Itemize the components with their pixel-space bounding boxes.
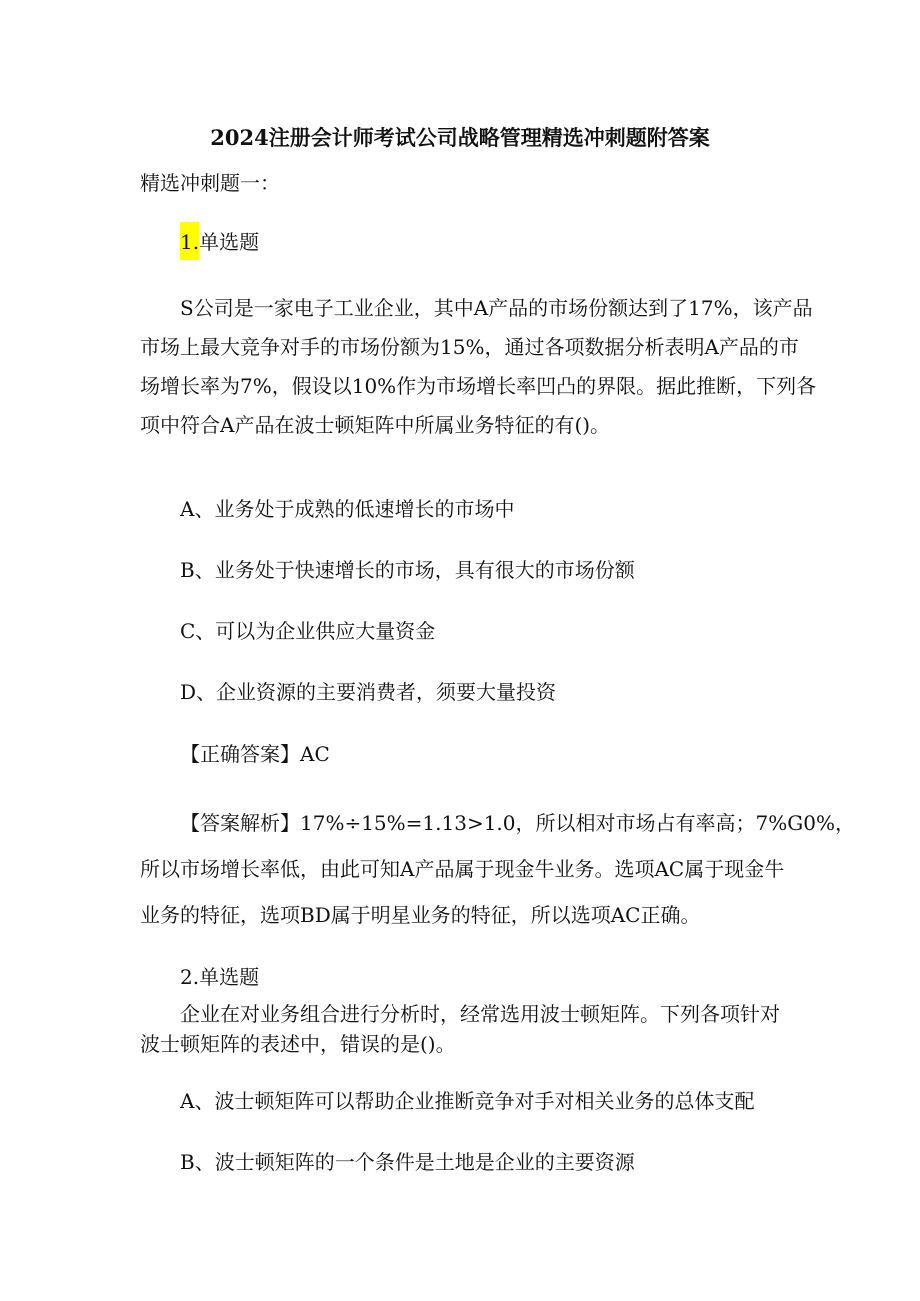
question-1-type: 单选题 xyxy=(199,230,260,254)
question-1-option-d: D、企业资源的主要消费者，须要大量投资 xyxy=(180,680,557,704)
question-2-option-b: B、波士顿矩阵的一个条件是土地是企业的主要资源 xyxy=(180,1150,635,1174)
question-1-stem-line: 市场上最大竞争对手的市场份额为15%，通过各项数据分析表明A产品的市 xyxy=(140,335,799,359)
question-1-stem-line: 项中符合A产品在波士顿矩阵中所属业务特征的有()。 xyxy=(140,413,611,437)
question-1-answer: 【正确答案】AC xyxy=(180,742,330,766)
question-1-option-c: C、可以为企业供应大量资金 xyxy=(180,619,436,643)
question-2-heading: 2.单选题 xyxy=(180,965,260,989)
question-1-stem-line: 场增长率为7%，假设以10%作为市场增长率凹凸的界限。据此推断，下列各 xyxy=(140,374,817,398)
question-2-stem xyxy=(140,999,790,1059)
question-1-analysis-line: 业务的特征，选项BD属于明星业务的特征，所以选项AC正确。 xyxy=(140,903,701,927)
question-1-analysis-line: 【答案解析】17%÷15%=1.13>1.0，所以相对市场占有率高；7%G0%， xyxy=(180,811,855,835)
section-heading: 精选冲刺题一： xyxy=(140,171,280,195)
question-1-analysis-line: 所以市场增长率低，由此可知A产品属于现金牛业务。选项AC属于现金牛 xyxy=(140,857,785,881)
question-2-stem-line: 企业在对业务组合进行分析时，经常选用波士顿矩阵。下列各项针对 xyxy=(180,1002,780,1026)
question-1-stem xyxy=(140,289,817,445)
question-1-heading xyxy=(180,229,259,255)
question-2-option-a: A、波士顿矩阵可以帮助企业推断竞争对手对相关业务的总体支配 xyxy=(180,1089,755,1113)
question-1-number-highlight: 1. xyxy=(180,222,199,260)
question-1-option-b: B、业务处于快速增长的市场，具有很大的市场份额 xyxy=(180,558,635,582)
question-1-stem-line: S公司是一家电子工业企业，其中A产品的市场份额达到了17%，该产品 xyxy=(180,296,813,320)
document-title: 2024注册会计师考试公司战略管理精选冲刺题附答案 xyxy=(210,125,710,150)
question-1-option-a: A、业务处于成熟的低速增长的市场中 xyxy=(180,497,515,521)
question-1-analysis xyxy=(140,800,855,938)
question-2-stem-line: 波士顿矩阵的表述中，错误的是()。 xyxy=(140,1032,456,1056)
